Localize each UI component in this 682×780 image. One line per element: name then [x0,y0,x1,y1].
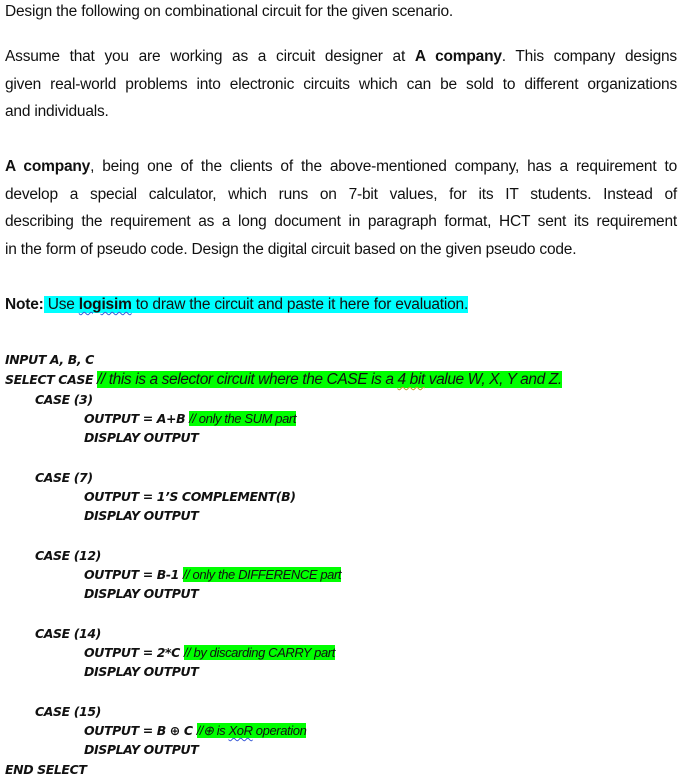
intro-text: Design the following on combinational circuit for the given scenario. [5,3,454,20]
case-display: DISPLAY OUTPUT [84,586,199,601]
case-output: OUTPUT = 2*C // by discarding CARRY part [84,645,335,660]
case-output: OUTPUT = B-1 // only the DIFFERENCE part [84,567,342,582]
case-output: OUTPUT = A+B // only the SUM part [84,411,297,426]
code-input: INPUT A, B, C [5,352,94,367]
case-display: DISPLAY OUTPUT [84,742,199,757]
code-comment: //⊕ is XoR operation [196,723,307,738]
code-select: SELECT CASE // this is a selector circuit where the CASE is a 4 bit value W, X, Y and Z. [5,371,562,388]
code-comment: // this is a selector circuit where the CASE is a 4 bit value W, X, Y and Z. [97,371,562,388]
requirement-paragraph: A company, being one of the clients of the above-mentioned company, has a requirement to develop a special calculator, which runs on 7-bit values, for its IT students. Instead of describing the requirement as a long document in paragraph format, HCT sent its requirement in the form of pseudo code. Design the digital circuit based on the given pseudo code. [5,158,677,258]
company-name: A company [5,158,91,175]
scenario-paragraph: Assume that you are working as a circuit designer at A company. This company designs given real-world problems into electronic circuits which can be sold to different organizations and individuals. [5,48,677,120]
code-end: END SELECT [5,762,87,777]
case-output: OUTPUT = 1’S COMPLEMENT(B) [84,489,296,504]
case-label: CASE (7) [35,470,93,485]
case-display: DISPLAY OUTPUT [84,664,199,679]
case-label: CASE (3) [35,392,93,407]
case-output: OUTPUT = B ⊕ C //⊕ is XoR operation [84,723,307,738]
note-line [5,291,677,319]
code-comment: // by discarding CARRY part [183,645,335,660]
note-highlight: Use logisim to draw the circuit and paste it here for evaluation. [43,296,469,313]
code-comment: // only the SUM part [189,411,297,426]
note-label: Note: [5,296,44,313]
case-label: CASE (15) [35,704,101,719]
code-comment: // only the DIFFERENCE part [182,567,342,582]
case-label: CASE (12) [35,548,101,563]
case-display: DISPLAY OUTPUT [84,430,199,445]
case-display: DISPLAY OUTPUT [84,508,199,523]
tool-name: logisim [78,296,132,313]
case-label: CASE (14) [35,626,101,641]
company-name: A company [414,48,502,65]
